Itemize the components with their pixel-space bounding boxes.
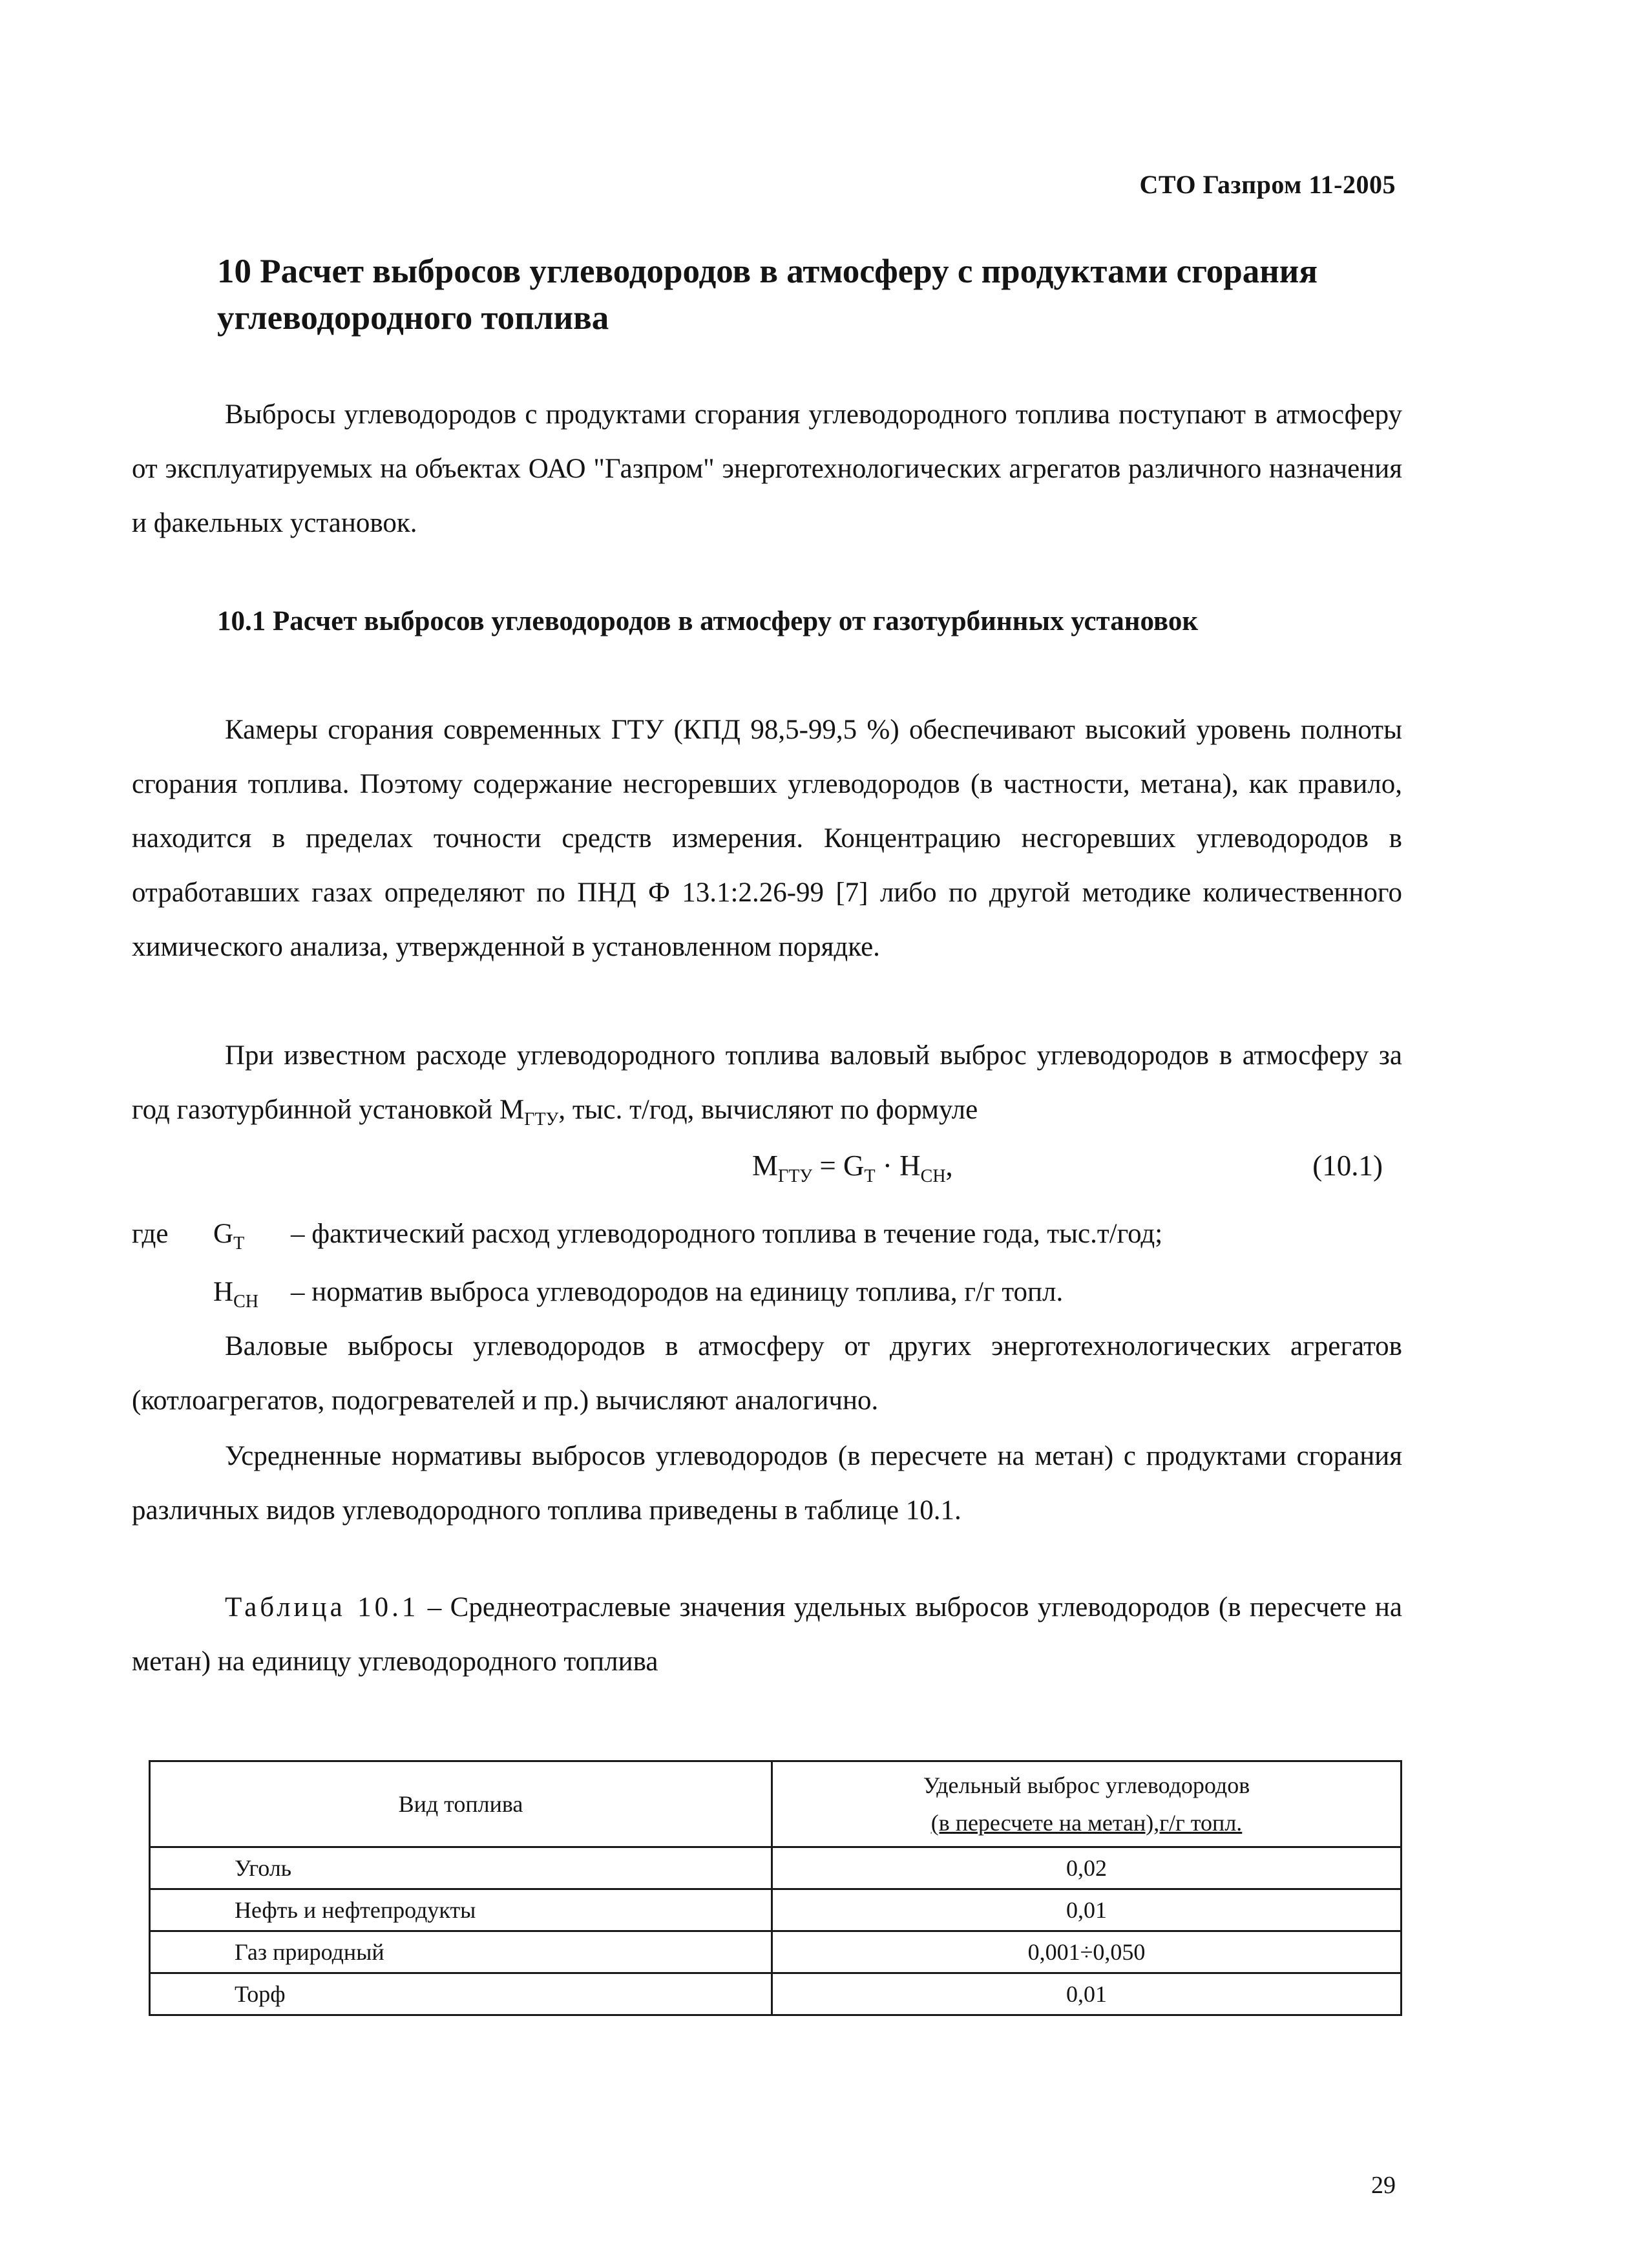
table-cell-fuel: Уголь (150, 1847, 772, 1889)
paragraph-table-reference: Усредненные нормативы выбросов углеводородов (в пересчете на метан) с продуктами сгорания различных видов углеводородного топлива приведены в таблице 10.1. (132, 1441, 1402, 1526)
where-word: где (132, 1219, 169, 1249)
formula-g-subscript: Т (864, 1166, 876, 1186)
table-cell-value: 0,01 (772, 1889, 1402, 1931)
formula-tail: , (945, 1150, 953, 1182)
where-symbol-g-letter: G (213, 1219, 234, 1249)
paragraph-2-subscript: ГТУ (524, 1109, 559, 1129)
formula-lhs-subscript: ГТУ (778, 1166, 813, 1186)
table-cell-value: 0,02 (772, 1847, 1402, 1889)
formula-h-subscript: СН (920, 1166, 946, 1186)
subsection-title: 10.1 Расчет выбросов углеводородов в атмосферу от газотурбинных установок (217, 606, 1199, 636)
formula-line (132, 1139, 1402, 1193)
formula-equals: = (812, 1150, 844, 1182)
section-intro-paragraph: Выбросы углеводородов с продуктами сгорания углеводородного топлива поступают в атмосферу от эксплуатируемых на объектах ОАО "Газпром" энерготехнологических агрегатов различного назначения и факельных установок. (132, 399, 1402, 538)
page-number: 29 (1371, 2172, 1396, 2199)
table-header-fuel: Вид топлива (150, 1761, 772, 1847)
where-symbol-g (213, 1210, 244, 1259)
section-title: 10 Расчет выбросов углеводородов в атмосферу с продуктами сгорания углеводородного топлива (217, 253, 1318, 337)
formula-lhs: М (752, 1150, 779, 1182)
paragraph-2-text-after: , тыс. т/год, вычисляют по формуле (558, 1095, 978, 1125)
where-row-h (132, 1268, 1402, 1317)
table-cell-fuel: Торф (150, 1973, 772, 2015)
emissions-table (149, 1760, 1402, 2016)
table-row (150, 1973, 1402, 2015)
table-cell-fuel: Газ природный (150, 1931, 772, 1973)
where-row-g (132, 1210, 1402, 1259)
table-row (150, 1847, 1402, 1889)
formula-number: (10.1) (1312, 1150, 1383, 1182)
table-caption-text: – Среднеотраслевые значения удельных выбросов углеводородов (в пересчете на метан) на единицу углеводородного топлива (132, 1592, 1402, 1677)
paragraph-2-text-before: При известном расходе углеводородного топлива валовый выброс углеводородов в атмосферу за год газотурбинной установкой М (132, 1040, 1402, 1125)
where-definition-g: – фактический расход углеводородного топлива в течение года, тыс.т/год; (291, 1219, 1163, 1249)
where-symbol-h-subscript: СН (233, 1292, 258, 1312)
table-caption (132, 1580, 1402, 1689)
table-header-value (772, 1761, 1402, 1847)
subsection-paragraph-2 (132, 1029, 1402, 1137)
table-row (150, 1889, 1402, 1931)
table-header-row (150, 1761, 1402, 1847)
where-symbol-g-subscript: Т (233, 1234, 245, 1254)
table-header-value-line-1: Удельный выброс углеводородов (923, 1772, 1250, 1798)
where-definition-h: – норматив выброса углеводородов на единицу топлива, г/г топл. (291, 1277, 1064, 1307)
formula-g: G (843, 1150, 865, 1182)
document-code: СТО Газпром 11-2005 (1139, 170, 1396, 199)
table-caption-label: Таблица 10.1 (225, 1592, 419, 1622)
paragraph-other-aggregates: Валовые выбросы углеводородов в атмосферу от других энерготехнологических агрегатов (котлоагрегатов, подогревателей и пр.) вычисляют аналогично. (132, 1331, 1402, 1416)
where-symbol-h (213, 1268, 258, 1317)
formula-dot: · (875, 1150, 900, 1182)
table-cell-fuel: Нефть и нефтепродукты (150, 1889, 772, 1931)
table-cell-value: 0,001÷0,050 (772, 1931, 1402, 1973)
table-cell-value: 0,01 (772, 1973, 1402, 2015)
formula-h: Н (899, 1150, 921, 1182)
table-header-value-line-2: (в пересчете на метан),г/г топл. (930, 1810, 1243, 1836)
subsection-paragraph-1: Камеры сгорания современных ГТУ (КПД 98,5-99,5 %) обеспечивают высокий уровень полноты сгорания топлива. Поэтому содержание несгоревших углеводородов (в частности, метана), как правило, находится в пределах точности средств измерения. Концентрацию несгоревших углеводородов в отработавших газах определяют по ПНД Ф 13.1:2.26-99 [7] либо по другой методике количественного химического анализа, утвержденной в установленном порядке. (132, 715, 1402, 962)
table-row (150, 1931, 1402, 1973)
where-symbol-h-letter: Н (213, 1277, 234, 1307)
formula (752, 1139, 953, 1193)
